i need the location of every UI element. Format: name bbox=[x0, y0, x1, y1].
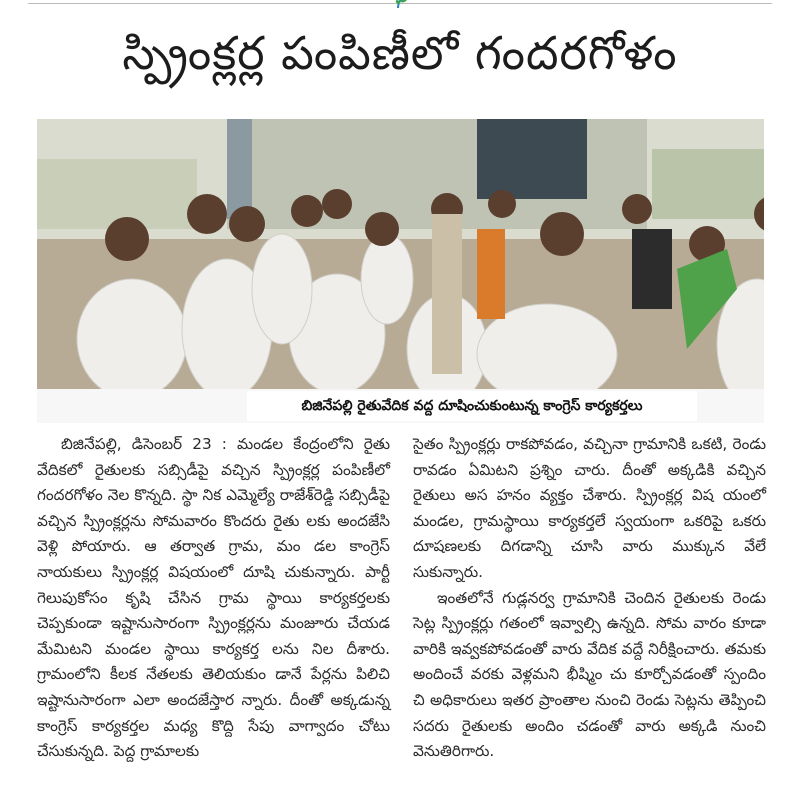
logo-sprig-icon bbox=[394, 0, 408, 8]
caption-bar bbox=[37, 389, 764, 423]
article-column-right bbox=[413, 432, 766, 765]
news-photo bbox=[37, 119, 764, 389]
article-headline: స్ప్రింక్లర్ల పంపిణీలో గందరగోళం bbox=[122, 26, 678, 80]
photo-caption: బిజినేపల్లి రైతువేదిక వద్ద దూషించుకుంటున్న కాంగ్రెస్‌ కార్యకర్తలు bbox=[247, 391, 697, 421]
article-paragraph: ఇంతలోనే గుడ్లనర్వ గ్రామానికి చెందిన రైతులకు రెండు సెట్ల స్ప్రింక్లర్లు గతంలో ఇవ్వాల్సి ఉన్నది. సోమ వారం కూడా వారికి ఇవ్వకపోవడంతో వారు వేదిక వద్దే నిరీక్షించారు. తమకు అందించే వరకు వెళ్లమని భీష్మిం చు కూర్చోవడంతో స్పందిం చి అధికారులు ఇతర ప్రాంతాల నుంచి రెండు సెట్లను తెప్పించి సదరు రైతులకు అందిం చడంతో వారు అక్కడి నుంచి వెనుతిరిగారు. bbox=[413, 588, 766, 761]
photo-illustration bbox=[37, 119, 764, 389]
article-paragraph: సైతం స్ప్రింక్లర్లు రాకపోవడం, వచ్చినా గ్రామానికి ఒకటి, రెండు రావడం ఏమిటని ప్రశ్నిం చారు. దీంతో అక్కడికి వచ్చిన రైతులు అస హనం వ్యక్తం చేశారు. స్ప్రింక్లర్ల విష యంలో మండల, గ్రామస్థాయి కార్యకర్తలే స్వయంగా ఒకరిపై ఒకరు దూషణలకు దిగడాన్ని చూసి వారు ముక్కున వేలే సుకున్నారు. bbox=[413, 435, 766, 581]
article-column-left bbox=[37, 432, 390, 765]
article-paragraph: బిజినేపల్లి, డిసెంబర్‌ 23 : మండల కేంద్రంలోని రైతు వేదికలో రైతులకు సబ్సిడీపై వచ్చిన స్ప్రింక్లర్ల పంపిణీలో గందరగోళం నెల కొన్నది. స్థా నిక ఎమ్మెల్యే రాజేశ్‌రెడ్డి సబ్సిడీపై వచ్చిన స్ప్రింక్లర్లను సోమవారం కొందరు రైతు లకు అందజేసి వెళ్లి పోయారు. ఆ తర్వాత గ్రామ, మం డల కాంగ్రెస్‌ నాయకులు స్ప్రింక్లర్ల విషయంలో దూషి చుకున్నారు. పార్టీ గెలుపుకోసం కృషి చేసిన గ్రామ స్థాయి కార్యకర్తలకు చెప్పకుండా ఇష్టానుసారంగా స్ప్రింక్లర్లను మంజూరు చేయడ మేమిటని మండల స్థాయి కార్యకర్త లను నిల దీశారు. గ్రామంలోని కీలక నేతలకు తెలియకుం డానే పేర్లను పిలిచి ఇష్టానుసారంగా ఎలా అందజేస్తార న్నారు. దీంతో అక్కడున్న కాంగ్రెస్‌ కార్యకర్తల మధ్య కొద్ది సేపు వాగ్వాదం చోటు చేసుకున్నది. పెద్ద గ్రామాలకు bbox=[37, 435, 390, 761]
